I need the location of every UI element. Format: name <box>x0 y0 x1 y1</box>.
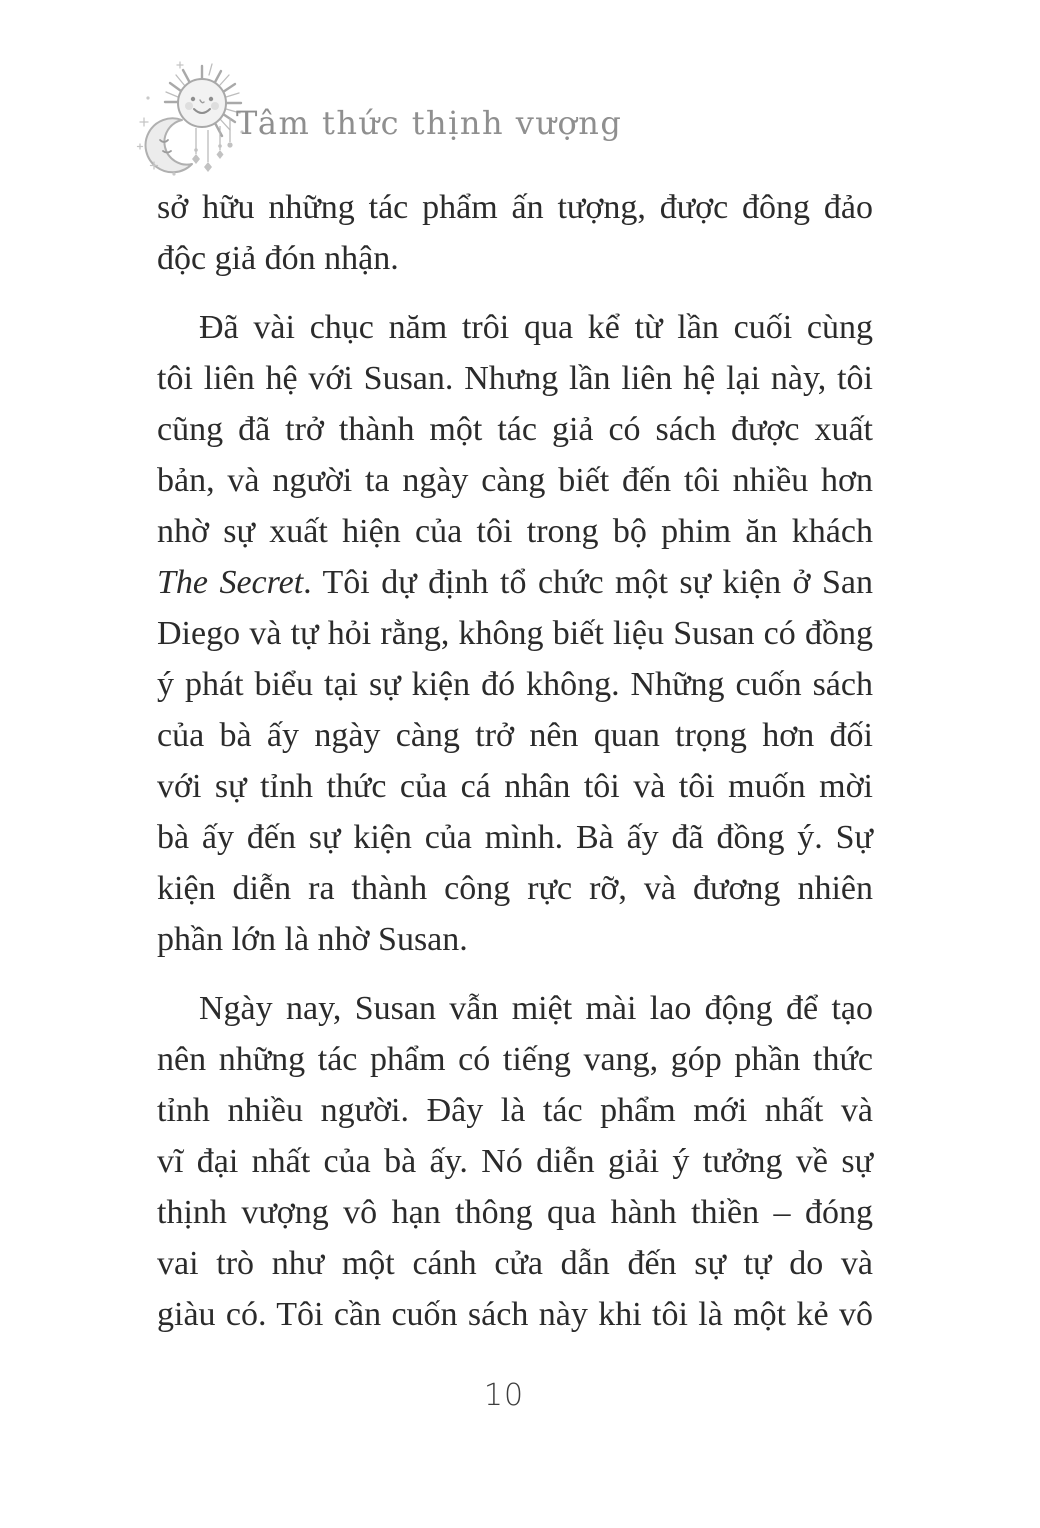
running-head-title: Tâm thức thịnh vượng <box>236 104 623 142</box>
text-segment: phần lớn là nhờ Susan. <box>157 921 468 958</box>
text-line <box>157 302 873 353</box>
text-segment: độc giả đón nhận. <box>157 240 399 277</box>
text-segment: tỉnh nhiều người. Đây là tác phẩm mới nhất và <box>157 1092 873 1129</box>
text-line <box>157 1238 873 1289</box>
book-title-italic: The Secret <box>157 564 304 601</box>
text-segment: thịnh vượng vô hạn thông qua hành thiền – đóng <box>157 1194 873 1231</box>
text-line <box>157 182 873 233</box>
text-segment: vai trò như một cánh cửa dẫn đến sự tự do và <box>157 1245 873 1282</box>
text-line <box>157 1187 873 1238</box>
text-segment: kiện diễn ra thành công rực rỡ, và đương nhiên <box>157 870 873 907</box>
sun-and-moon-icon <box>130 58 252 184</box>
text-line <box>157 1289 873 1340</box>
text-segment: Ngày nay, Susan vẫn miệt mài lao động để tạo <box>199 990 873 1027</box>
text-segment: giàu có. Tôi cần cuốn sách này khi tôi là một kẻ vô <box>157 1296 873 1333</box>
text-segment: ý phát biểu tại sự kiện đó không. Những cuốn sách <box>157 666 873 703</box>
text-segment: vĩ đại nhất của bà ấy. Nó diễn giải ý tưởng về sự <box>157 1143 873 1180</box>
paragraph <box>157 182 873 284</box>
text-segment: nên những tác phẩm có tiếng vang, góp phần thức <box>157 1041 873 1078</box>
text-line <box>157 353 873 404</box>
text-line <box>157 506 873 557</box>
text-line <box>157 608 873 659</box>
text-line <box>157 812 873 863</box>
text-segment: cũng đã trở thành một tác giả có sách được xuất <box>157 411 873 448</box>
text-line <box>157 710 873 761</box>
text-segment: Diego và tự hỏi rằng, không biết liệu Susan có đồng <box>157 615 873 652</box>
text-line <box>157 1136 873 1187</box>
text-line <box>157 914 873 965</box>
text-segment: . Tôi dự định tổ chức một sự kiện ở San <box>303 564 873 601</box>
text-line <box>157 557 873 608</box>
paragraph <box>157 302 873 965</box>
text-segment: của bà ấy ngày càng trở nên quan trọng hơn đối <box>157 717 873 754</box>
text-line <box>157 659 873 710</box>
text-line <box>157 1034 873 1085</box>
page-body <box>157 182 873 1340</box>
text-line <box>157 233 873 284</box>
text-segment: sở hữu những tác phẩm ấn tượng, được đông đảo <box>157 189 873 226</box>
page-number: 10 <box>483 1378 525 1413</box>
text-line <box>157 1085 873 1136</box>
text-segment: bà ấy đến sự kiện của mình. Bà ấy đã đồng ý. Sự <box>157 819 873 856</box>
text-segment: nhờ sự xuất hiện của tôi trong bộ phim ăn khách <box>157 513 873 550</box>
text-segment: bản, và người ta ngày càng biết đến tôi nhiều hơn <box>157 462 873 499</box>
text-segment: Đã vài chục năm trôi qua kể từ lần cuối cùng <box>199 309 873 346</box>
text-line <box>157 983 873 1034</box>
text-line <box>157 863 873 914</box>
text-segment: với sự tỉnh thức của cá nhân tôi và tôi muốn mời <box>157 768 873 805</box>
text-line <box>157 761 873 812</box>
text-line <box>157 404 873 455</box>
text-segment: tôi liên hệ với Susan. Nhưng lần liên hệ lại này, tôi <box>157 360 873 397</box>
text-line <box>157 455 873 506</box>
paragraph <box>157 983 873 1340</box>
page-header <box>0 0 1040 190</box>
